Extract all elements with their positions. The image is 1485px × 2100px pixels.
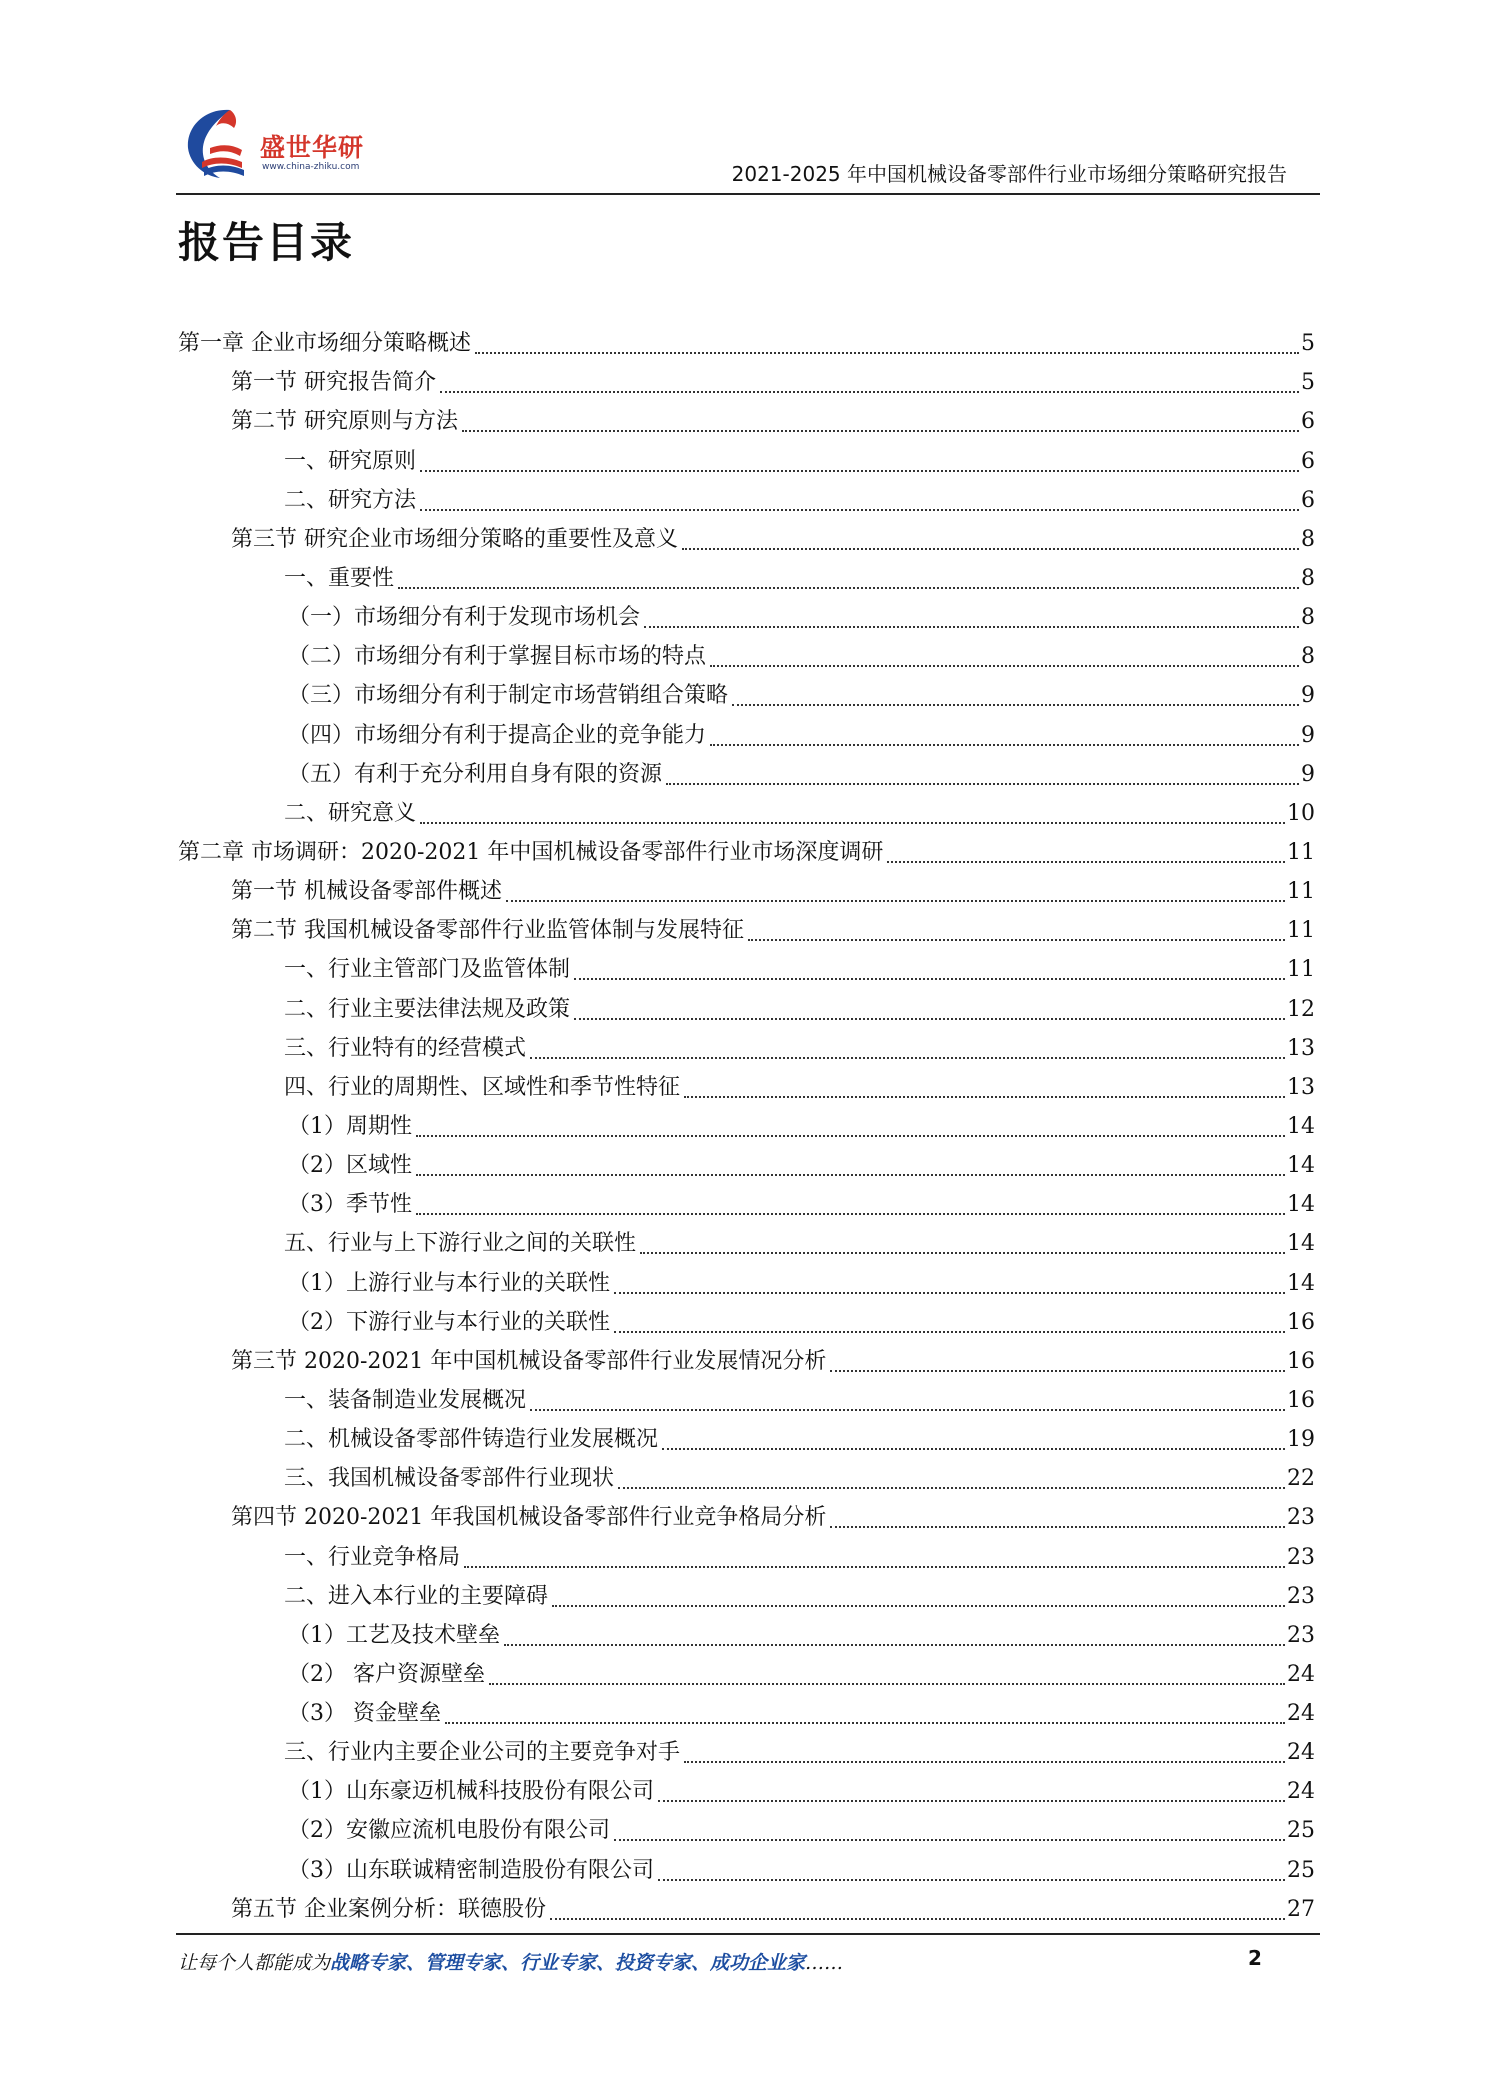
toc-entry[interactable] <box>178 1694 1315 1733</box>
toc-dot-leader <box>644 626 1299 628</box>
toc-entry-page: 23 <box>1287 1505 1315 1531</box>
toc-dot-leader <box>462 430 1299 432</box>
toc-dot-leader <box>475 352 1299 354</box>
toc-entry[interactable] <box>178 324 1315 363</box>
toc-entry[interactable] <box>178 1459 1315 1498</box>
toc-dot-leader <box>666 783 1299 785</box>
toc-entry-title: （2）安徽应流机电股份有限公司 <box>288 1818 610 1844</box>
toc-entry-title: （1）山东豪迈机械科技股份有限公司 <box>288 1779 654 1805</box>
toc-entry[interactable] <box>178 833 1315 872</box>
toc-dot-leader <box>710 744 1299 746</box>
toc-entry-title: 二、进入本行业的主要障碍 <box>284 1583 549 1609</box>
toc-dot-leader <box>830 1370 1285 1372</box>
toc-entry-page: 23 <box>1287 1622 1315 1648</box>
toc-dot-leader <box>416 1174 1285 1176</box>
toc-dot-leader <box>614 1292 1285 1294</box>
toc-entry[interactable] <box>178 676 1315 715</box>
toc-entry[interactable] <box>178 1303 1315 1342</box>
toc-dot-leader <box>506 900 1285 902</box>
toc-dot-leader <box>830 1526 1285 1528</box>
logo-name: 盛世华研 <box>260 133 365 162</box>
toc-dot-leader <box>640 1252 1285 1254</box>
toc-entry-page: 24 <box>1287 1661 1315 1687</box>
toc-entry[interactable] <box>178 1811 1315 1850</box>
toc-dot-leader <box>574 1018 1285 1020</box>
toc-dot-leader <box>550 1918 1285 1920</box>
toc-dot-leader <box>887 861 1285 863</box>
toc-entry-page: 11 <box>1287 839 1315 865</box>
toc-dot-leader <box>662 1448 1285 1450</box>
toc-entry[interactable] <box>178 1068 1315 1107</box>
toc-entry-title: 第三节 2020-2021 年中国机械设备零部件行业发展情况分析 <box>231 1348 827 1374</box>
toc-dot-leader <box>732 704 1299 706</box>
slogan-suffix: …… <box>805 1952 844 1974</box>
toc-entry-page: 11 <box>1287 957 1315 983</box>
toc-dot-leader <box>614 1839 1285 1841</box>
toc-entry-page: 11 <box>1287 918 1315 944</box>
toc-dot-leader <box>574 978 1285 980</box>
toc-entry-title: （五）有利于充分利用自身有限的资源 <box>288 761 663 787</box>
toc-entry-title: 三、行业内主要企业公司的主要竞争对手 <box>284 1740 681 1766</box>
toc-entry-page: 8 <box>1301 605 1315 631</box>
toc-entry-title: 第二章 市场调研：2020-2021 年中国机械设备零部件行业市场深度调研 <box>178 839 884 865</box>
toc-entry[interactable] <box>178 1185 1315 1224</box>
toc-entry-title: 第一节 研究报告简介 <box>231 370 436 396</box>
toc-entry-title: 五、行业与上下游行业之间的关联性 <box>284 1231 637 1257</box>
toc-entry[interactable] <box>178 1772 1315 1811</box>
toc-entry-title: 第一章 企业市场细分策略概述 <box>178 331 471 357</box>
toc-entry-title: （1）周期性 <box>288 1113 412 1139</box>
toc-entry[interactable] <box>178 950 1315 989</box>
toc-entry-title: 第二节 我国机械设备零部件行业监管体制与发展特征 <box>231 918 744 944</box>
toc-entry[interactable] <box>178 1890 1315 1929</box>
page-title: 报告目录 <box>178 218 355 267</box>
toc-entry[interactable] <box>178 872 1315 911</box>
toc-entry-title: （三）市场细分有利于制定市场营销组合策略 <box>288 683 729 709</box>
footer-slogan <box>178 1948 843 1975</box>
toc-entry-title: （1）上游行业与本行业的关联性 <box>288 1270 610 1296</box>
toc-entry-page: 14 <box>1287 1153 1315 1179</box>
toc-entry[interactable] <box>178 363 1315 402</box>
toc-dot-leader <box>504 1644 1285 1646</box>
toc-entry-page: 19 <box>1287 1427 1315 1453</box>
toc-entry[interactable] <box>178 1263 1315 1302</box>
toc-entry-page: 8 <box>1301 565 1315 591</box>
toc-entry-page: 9 <box>1301 761 1315 787</box>
toc-entry-title: （3） 资金壁垒 <box>288 1701 441 1727</box>
header-divider <box>176 193 1320 195</box>
toc-entry[interactable] <box>178 911 1315 950</box>
toc-entry-title: 二、机械设备零部件铸造行业发展概况 <box>284 1427 659 1453</box>
toc-entry[interactable] <box>178 1498 1315 1537</box>
toc-entry-title: 第三节 研究企业市场细分策略的重要性及意义 <box>231 526 678 552</box>
toc-entry-title: 一、行业竞争格局 <box>284 1544 461 1570</box>
toc-entry[interactable] <box>178 1733 1315 1772</box>
toc-entry-title: （1）工艺及技术壁垒 <box>288 1622 500 1648</box>
toc-dot-leader <box>748 939 1285 941</box>
toc-entry-page: 11 <box>1287 879 1315 905</box>
slogan-highlight: 战略专家、管理专家、行业专家、投资专家、成功企业家 <box>330 1952 806 1974</box>
toc-dot-leader <box>420 822 1285 824</box>
toc-entry[interactable] <box>178 989 1315 1028</box>
toc-entry-page: 16 <box>1287 1309 1315 1335</box>
toc-entry-page: 24 <box>1287 1701 1315 1727</box>
toc-entry-page: 9 <box>1301 683 1315 709</box>
toc-dot-leader <box>398 587 1299 589</box>
toc-entry-page: 12 <box>1287 996 1315 1022</box>
toc-dot-leader <box>420 509 1299 511</box>
toc-entry[interactable] <box>178 1850 1315 1889</box>
toc-entry[interactable] <box>178 559 1315 598</box>
toc-entry-title: （2）区域性 <box>288 1153 412 1179</box>
toc-entry-page: 24 <box>1287 1779 1315 1805</box>
toc-entry-title: （2） 客户资源壁垒 <box>288 1661 485 1687</box>
toc-entry-title: 一、行业主管部门及监管体制 <box>284 957 571 983</box>
toc-entry-title: 二、行业主要法律法规及政策 <box>284 996 571 1022</box>
toc-dot-leader <box>684 1096 1285 1098</box>
toc-entry[interactable] <box>178 1224 1315 1263</box>
toc-entry-page: 14 <box>1287 1192 1315 1218</box>
toc-dot-leader <box>618 1487 1285 1489</box>
toc-dot-leader <box>530 1057 1285 1059</box>
toc-dot-leader <box>489 1683 1285 1685</box>
toc-entry-title: （一）市场细分有利于发现市场机会 <box>288 605 641 631</box>
toc-entry-page: 6 <box>1301 487 1315 513</box>
toc-entry-page: 27 <box>1287 1896 1315 1922</box>
toc-entry-page: 23 <box>1287 1544 1315 1570</box>
toc-entry-title: 二、研究意义 <box>284 800 417 826</box>
toc-entry[interactable] <box>178 1342 1315 1381</box>
toc-entry-page: 25 <box>1287 1818 1315 1844</box>
toc-entry-page: 14 <box>1287 1113 1315 1139</box>
toc-entry-title: （2）下游行业与本行业的关联性 <box>288 1309 610 1335</box>
toc-entry-page: 6 <box>1301 448 1315 474</box>
toc-entry[interactable] <box>178 1616 1315 1655</box>
toc-entry-title: （3）山东联诚精密制造股份有限公司 <box>288 1857 654 1883</box>
toc-entry[interactable] <box>178 755 1315 794</box>
toc-dot-leader <box>684 1761 1285 1763</box>
report-title: 2021-2025 年中国机械设备零部件行业市场细分策略研究报告 <box>731 162 1287 186</box>
toc-entry-title: 第一节 机械设备零部件概述 <box>231 879 502 905</box>
toc-entry[interactable] <box>178 481 1315 520</box>
toc-entry[interactable] <box>178 598 1315 637</box>
toc-entry-page: 8 <box>1301 526 1315 552</box>
toc-entry-page: 13 <box>1287 1074 1315 1100</box>
footer-divider <box>176 1933 1320 1935</box>
toc-entry-page: 14 <box>1287 1231 1315 1257</box>
toc-entry-page: 14 <box>1287 1270 1315 1296</box>
toc-entry[interactable] <box>178 520 1315 559</box>
toc-entry-title: 第五节 企业案例分析：联德股份 <box>231 1896 546 1922</box>
toc-entry-page: 5 <box>1301 331 1315 357</box>
toc-entry[interactable] <box>178 715 1315 754</box>
toc-entry-page: 8 <box>1301 644 1315 670</box>
toc-dot-leader <box>445 1722 1285 1724</box>
toc-dot-leader <box>420 470 1299 472</box>
toc-entry-title: 二、研究方法 <box>284 487 417 513</box>
toc-entry-title: （3）季节性 <box>288 1192 412 1218</box>
toc-entry-title: 三、行业特有的经营模式 <box>284 1035 527 1061</box>
toc-dot-leader <box>530 1409 1285 1411</box>
toc-dot-leader <box>416 1213 1285 1215</box>
toc-entry[interactable] <box>178 1537 1315 1576</box>
toc-entry-title: 四、行业的周期性、区域性和季节性特征 <box>284 1074 681 1100</box>
slogan-prefix: 让每个人都能成为 <box>178 1952 331 1974</box>
toc-dot-leader <box>710 665 1299 667</box>
toc-entry-page: 5 <box>1301 370 1315 396</box>
toc-entry-page: 9 <box>1301 722 1315 748</box>
toc-entry[interactable] <box>178 1420 1315 1459</box>
toc-dot-leader <box>658 1800 1285 1802</box>
toc-entry-title: 一、装备制造业发展概况 <box>284 1387 527 1413</box>
toc-entry[interactable] <box>178 637 1315 676</box>
toc-entry[interactable] <box>178 1107 1315 1146</box>
toc-dot-leader <box>464 1566 1285 1568</box>
toc-entry-page: 22 <box>1287 1466 1315 1492</box>
toc-entry[interactable] <box>178 1146 1315 1185</box>
toc-entry-page: 16 <box>1287 1348 1315 1374</box>
toc-entry-page: 16 <box>1287 1387 1315 1413</box>
toc-entry-title: （四）市场细分有利于提高企业的竞争能力 <box>288 722 707 748</box>
logo-url: www.china-zhiku.com <box>262 162 360 172</box>
logo-emblem-icon <box>176 104 260 186</box>
table-of-contents <box>178 324 1315 1929</box>
toc-entry[interactable] <box>178 441 1315 480</box>
toc-entry-page: 13 <box>1287 1035 1315 1061</box>
toc-dot-leader <box>416 1135 1285 1137</box>
toc-dot-leader <box>658 1879 1285 1881</box>
toc-entry[interactable] <box>178 1655 1315 1694</box>
toc-entry-title: 一、重要性 <box>284 565 395 591</box>
toc-dot-leader <box>552 1605 1285 1607</box>
toc-entry[interactable] <box>178 794 1315 833</box>
toc-dot-leader <box>682 548 1299 550</box>
toc-entry-title: （二）市场细分有利于掌握目标市场的特点 <box>288 644 707 670</box>
toc-dot-leader <box>614 1331 1285 1333</box>
toc-entry-page: 24 <box>1287 1740 1315 1766</box>
toc-entry-page: 6 <box>1301 409 1315 435</box>
page-number: 2 <box>1248 1946 1262 1970</box>
toc-entry-title: 一、研究原则 <box>284 448 417 474</box>
toc-entry[interactable] <box>178 1577 1315 1616</box>
toc-entry-page: 23 <box>1287 1583 1315 1609</box>
toc-entry-title: 第二节 研究原则与方法 <box>231 409 458 435</box>
page-header <box>0 0 1485 200</box>
toc-entry[interactable] <box>178 402 1315 441</box>
toc-entry-page: 10 <box>1287 800 1315 826</box>
toc-entry[interactable] <box>178 1381 1315 1420</box>
toc-entry[interactable] <box>178 1029 1315 1068</box>
toc-entry-title: 三、我国机械设备零部件行业现状 <box>284 1466 615 1492</box>
toc-entry-page: 25 <box>1287 1857 1315 1883</box>
company-logo <box>176 104 386 186</box>
toc-dot-leader <box>440 391 1299 393</box>
toc-entry-title: 第四节 2020-2021 年我国机械设备零部件行业竞争格局分析 <box>231 1505 827 1531</box>
